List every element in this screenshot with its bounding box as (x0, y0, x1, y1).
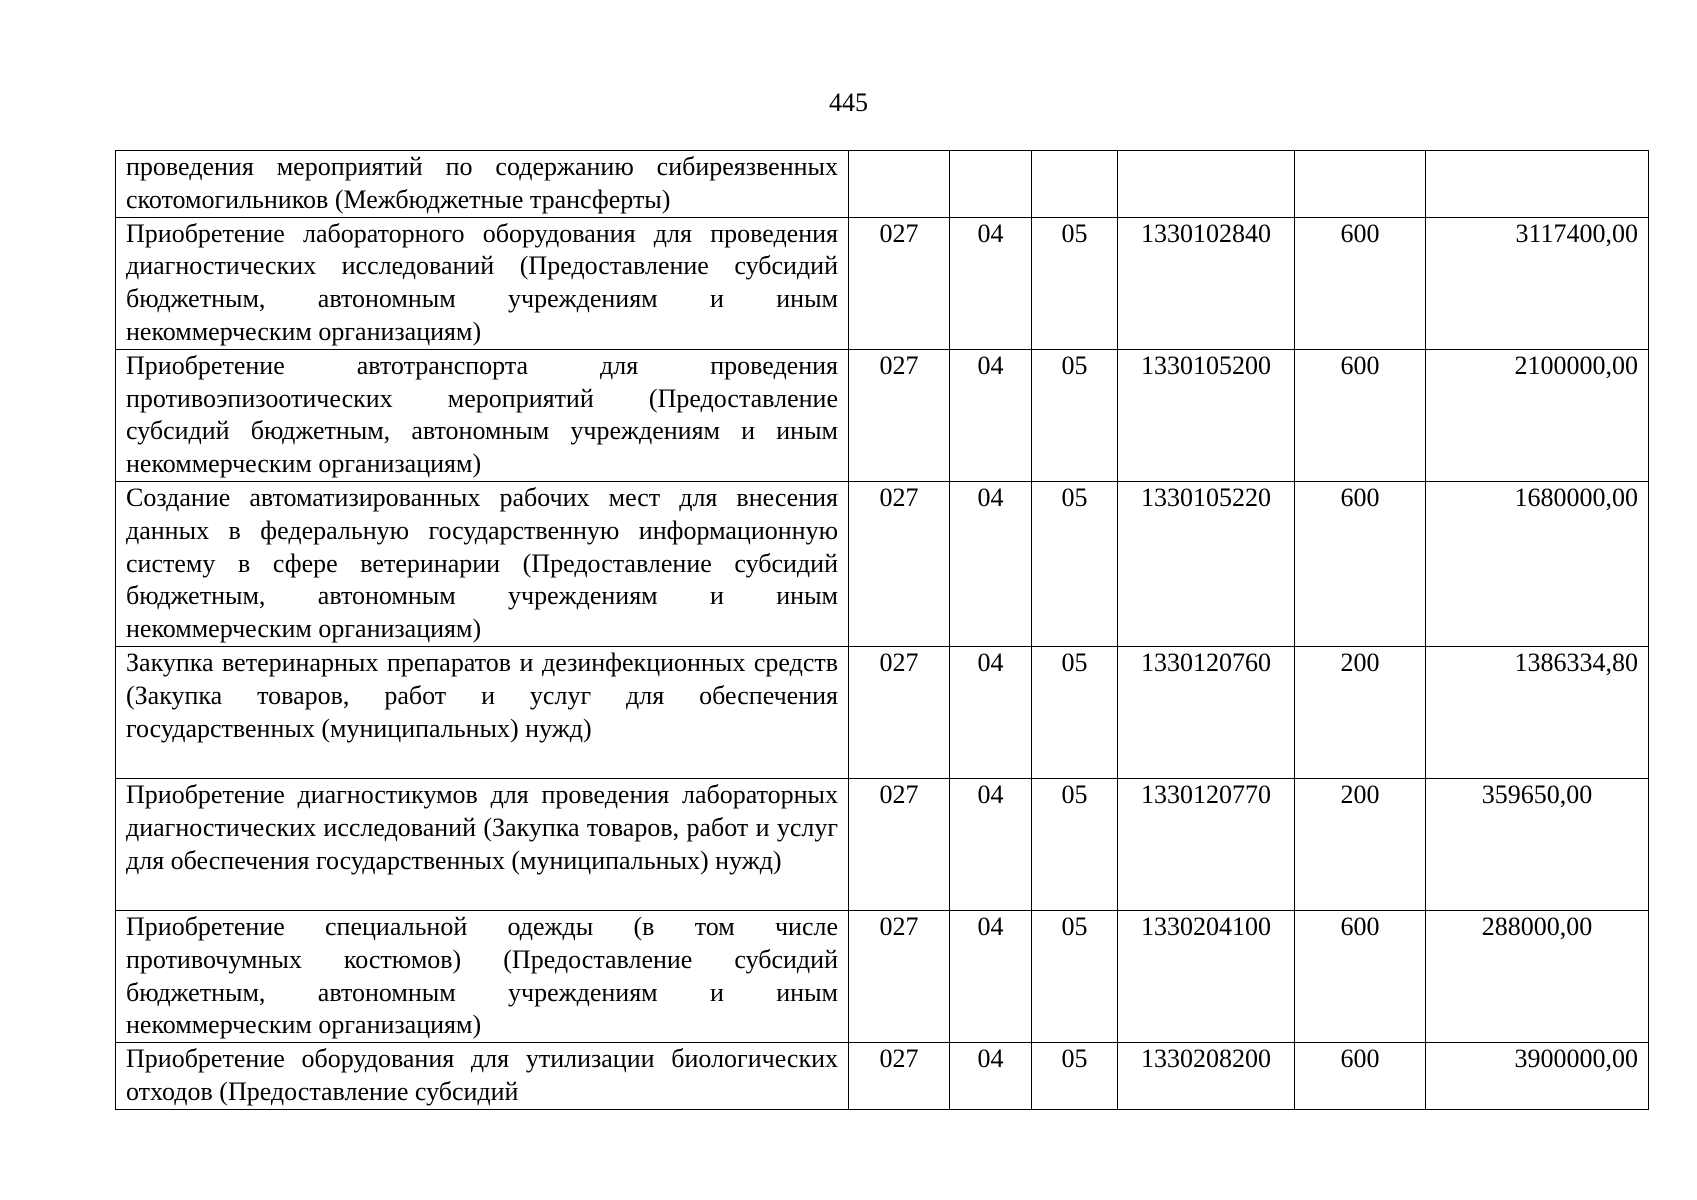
section-code-cell: 04 (950, 349, 1032, 481)
section-code-cell: 04 (950, 778, 1032, 910)
ministry-code-cell (849, 151, 950, 218)
section-code-cell: 04 (950, 217, 1032, 349)
table-row (116, 778, 1649, 910)
description-cell: проведения мероприятий по содержанию сибиреязвенных скотомогильников (Межбюджетные трансферты) (116, 151, 849, 218)
description-cell: Приобретение оборудования для утилизации биологических отходов (Предоставление субсидий (116, 1043, 849, 1110)
expense-type-cell: 600 (1295, 349, 1426, 481)
ministry-code-cell: 027 (849, 1043, 950, 1110)
table-row (116, 646, 1649, 778)
target-article-cell: 1330105200 (1118, 349, 1295, 481)
expense-type-cell: 200 (1295, 646, 1426, 778)
expense-type-cell (1295, 151, 1426, 218)
section-code-cell: 04 (950, 646, 1032, 778)
table-row (116, 349, 1649, 481)
subsection-code-cell: 05 (1032, 217, 1118, 349)
target-article-cell: 1330102840 (1118, 217, 1295, 349)
ministry-code-cell: 027 (849, 349, 950, 481)
target-article-cell: 1330120760 (1118, 646, 1295, 778)
ministry-code-cell: 027 (849, 910, 950, 1042)
ministry-code-cell: 027 (849, 778, 950, 910)
budget-table (115, 150, 1649, 1110)
target-article-cell: 1330204100 (1118, 910, 1295, 1042)
target-article-cell (1118, 151, 1295, 218)
section-code-cell: 04 (950, 910, 1032, 1042)
target-article-cell: 1330208200 (1118, 1043, 1295, 1110)
description-cell: Создание автоматизированных рабочих мест для внесения данных в федеральную государственную информационную систему в сфере ветеринарии (Предоставление субсидий бюджетным, автономным учреждениям и иным некоммерческим организациям) (116, 481, 849, 646)
ministry-code-cell: 027 (849, 481, 950, 646)
section-code-cell: 04 (950, 1043, 1032, 1110)
amount-cell: 3900000,00 (1426, 1043, 1649, 1110)
amount-cell: 1680000,00 (1426, 481, 1649, 646)
table-row (116, 151, 1649, 218)
subsection-code-cell (1032, 151, 1118, 218)
description-cell: Приобретение диагностикумов для проведения лабораторных диагностических исследований (Закупка товаров, работ и услуг для обеспечения государственных (муниципальных) нужд) (116, 778, 849, 910)
subsection-code-cell: 05 (1032, 1043, 1118, 1110)
description-cell: Приобретение специальной одежды (в том числе противочумных костюмов) (Предоставление субсидий бюджетным, автономным учреждениям и иным некоммерческим организациям) (116, 910, 849, 1042)
expense-type-cell: 600 (1295, 910, 1426, 1042)
table-row (116, 481, 1649, 646)
ministry-code-cell: 027 (849, 646, 950, 778)
amount-cell: 359650,00 (1426, 778, 1649, 910)
ministry-code-cell: 027 (849, 217, 950, 349)
table-row (116, 217, 1649, 349)
section-code-cell (950, 151, 1032, 218)
expense-type-cell: 600 (1295, 1043, 1426, 1110)
description-cell: Приобретение лабораторного оборудования для проведения диагностических исследований (Предоставление субсидий бюджетным, автономным учреждениям и иным некоммерческим организациям) (116, 217, 849, 349)
subsection-code-cell: 05 (1032, 778, 1118, 910)
amount-cell: 1386334,80 (1426, 646, 1649, 778)
table-row (116, 910, 1649, 1042)
description-cell: Закупка ветеринарных препаратов и дезинфекционных средств (Закупка товаров, работ и услуг для обеспечения государственных (муниципальных) нужд) (116, 646, 849, 778)
table-row (116, 1043, 1649, 1110)
expense-type-cell: 600 (1295, 217, 1426, 349)
section-code-cell: 04 (950, 481, 1032, 646)
amount-cell: 288000,00 (1426, 910, 1649, 1042)
expense-type-cell: 600 (1295, 481, 1426, 646)
expense-type-cell: 200 (1295, 778, 1426, 910)
amount-cell: 2100000,00 (1426, 349, 1649, 481)
page-number: 445 (829, 88, 868, 117)
subsection-code-cell: 05 (1032, 910, 1118, 1042)
subsection-code-cell: 05 (1032, 349, 1118, 481)
amount-cell (1426, 151, 1649, 218)
target-article-cell: 1330120770 (1118, 778, 1295, 910)
target-article-cell: 1330105220 (1118, 481, 1295, 646)
description-cell: Приобретение автотранспорта для проведения противоэпизоотических мероприятий (Предоставление субсидий бюджетным, автономным учреждениям и иным некоммерческим организациям) (116, 349, 849, 481)
subsection-code-cell: 05 (1032, 481, 1118, 646)
amount-cell: 3117400,00 (1426, 217, 1649, 349)
subsection-code-cell: 05 (1032, 646, 1118, 778)
